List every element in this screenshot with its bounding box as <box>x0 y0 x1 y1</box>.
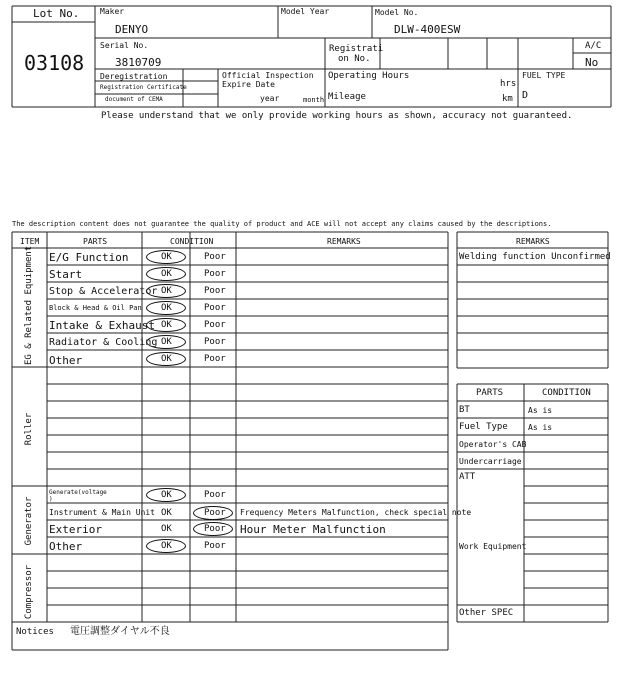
inspection-label-1: Official Inspection <box>222 71 314 80</box>
serial-label: Serial No. <box>100 41 149 50</box>
operating-hours-label: Operating Hours <box>328 71 410 81</box>
item-header: ITEM <box>20 237 40 246</box>
eg-row-part: Stop & Accelerator <box>49 286 158 297</box>
registration-label-2: on No. <box>338 54 371 64</box>
section-generator: Generator <box>24 496 34 546</box>
gen-row-part-cont: ) <box>49 496 53 503</box>
poor-option: Poor <box>204 508 226 518</box>
right-part: Operator's CAB <box>459 440 527 449</box>
right-part: Fuel Type <box>459 422 508 432</box>
deregistration-label: Deregistration <box>100 72 168 81</box>
poor-selected-circle <box>193 506 233 520</box>
eg-row-part: E/G Function <box>49 251 129 264</box>
ok-option: OK <box>161 286 172 296</box>
ac-value: No <box>585 56 599 69</box>
right-condition: As is <box>528 406 553 415</box>
ok-option: OK <box>161 303 172 313</box>
ok-selected-circle <box>146 250 186 264</box>
ok-selected-circle <box>146 267 186 281</box>
ok-option: OK <box>161 524 172 534</box>
right-part: ATT <box>459 472 476 482</box>
serial-value: 3810709 <box>115 56 162 69</box>
ok-selected-circle <box>146 284 186 298</box>
poor-selected-circle <box>193 522 233 536</box>
poor-option: Poor <box>204 303 226 313</box>
inspection-label-2: Expire Date <box>222 80 275 89</box>
poor-option: Poor <box>204 286 226 296</box>
lot-no-value: 03108 <box>24 51 85 75</box>
section-roller: Roller <box>24 412 34 446</box>
gen-row-part: Exterior <box>49 523 102 536</box>
right-part: Work Equipment <box>459 542 527 551</box>
eg-row-part: Block & Head & Oil Pan <box>49 304 142 312</box>
ok-option: OK <box>161 320 172 330</box>
condition-header: CONDITION <box>170 237 214 246</box>
right-condition-header: CONDITION <box>542 388 591 398</box>
poor-option: Poor <box>204 269 226 279</box>
ac-label: A/C <box>585 41 602 51</box>
reg-cert-label: Registration Certificate <box>100 84 187 91</box>
gen-row-remark: Frequency Meters Malfunction, check special note <box>240 508 472 517</box>
section-compressor: Compressor <box>24 564 34 620</box>
hrs-label: hrs <box>500 79 517 89</box>
parts-header: PARTS <box>83 237 108 246</box>
remarks-header: REMARKS <box>327 237 361 246</box>
poor-option: Poor <box>204 320 226 330</box>
notices-label: Notices <box>16 627 54 637</box>
ok-option: OK <box>161 490 172 500</box>
poor-option: Poor <box>204 541 226 551</box>
ok-selected-circle <box>146 539 186 553</box>
mileage-label: Mileage <box>328 92 366 102</box>
fuel-type-value: D <box>522 90 529 101</box>
right-part: Undercarriage <box>459 457 522 466</box>
ok-selected-circle <box>146 318 186 332</box>
eg-row-part: Other <box>49 354 83 367</box>
maker-label: Maker <box>100 7 125 16</box>
disclaimer: The description content does not guarantee the quality of product and ACE will not accept any claims caused by the descriptions. <box>12 220 552 228</box>
km-label: km <box>502 94 513 104</box>
ok-selected-circle <box>146 335 186 349</box>
right-condition: As is <box>528 423 553 432</box>
right-part: BT <box>459 405 470 415</box>
right-remarks-first: Welding function Unconfirmed <box>459 252 611 262</box>
poor-option: Poor <box>204 337 226 347</box>
poor-option: Poor <box>204 354 226 364</box>
poor-option: Poor <box>204 252 226 262</box>
ok-selected-circle <box>146 301 186 315</box>
notices-text: 電圧調整ダイヤル不良 <box>70 626 170 637</box>
right-remarks-header: REMARKS <box>516 237 550 246</box>
ok-option: OK <box>161 541 172 551</box>
model-no-value: DLW-400ESW <box>394 23 461 36</box>
registration-label-1: Registrati <box>329 44 384 54</box>
model-no-label: Model No. <box>375 8 419 17</box>
ok-option: OK <box>161 508 172 518</box>
section-eg-related: EG & Related Equipment <box>24 245 34 365</box>
ok-option: OK <box>161 337 172 347</box>
ok-option: OK <box>161 354 172 364</box>
month-label: month <box>303 96 325 104</box>
lot-no-label: Lot No. <box>33 7 80 20</box>
model-year-label: Model Year <box>281 7 330 16</box>
ok-option: OK <box>161 252 172 262</box>
gen-row-remark: Hour Meter Malfunction <box>240 523 386 536</box>
gen-row-part: Other <box>49 540 83 553</box>
ok-option: OK <box>161 269 172 279</box>
fuel-type-label: FUEL TYPE <box>522 71 566 80</box>
gen-row-part: Instrument & Main Unit <box>49 508 155 517</box>
maker-value: DENYO <box>115 23 149 36</box>
ok-selected-circle <box>146 488 186 502</box>
right-part: Other SPEC <box>459 608 514 618</box>
gen-row-part: Generate(voltage <box>49 489 107 496</box>
hours-notice: Please understand that we only provide working hours as shown, accuracy not guaranteed. <box>101 111 573 121</box>
cema-doc-label: document of CEMA <box>105 96 163 103</box>
right-parts-header: PARTS <box>476 388 504 398</box>
year-label: year <box>260 94 280 103</box>
ok-selected-circle <box>146 352 186 366</box>
eg-row-part: Intake & Exhaust <box>49 319 155 332</box>
poor-option: Poor <box>204 490 226 500</box>
eg-row-part: Radiator & Cooling <box>49 337 158 348</box>
poor-option: Poor <box>204 524 226 534</box>
eg-row-part: Start <box>49 268 83 281</box>
